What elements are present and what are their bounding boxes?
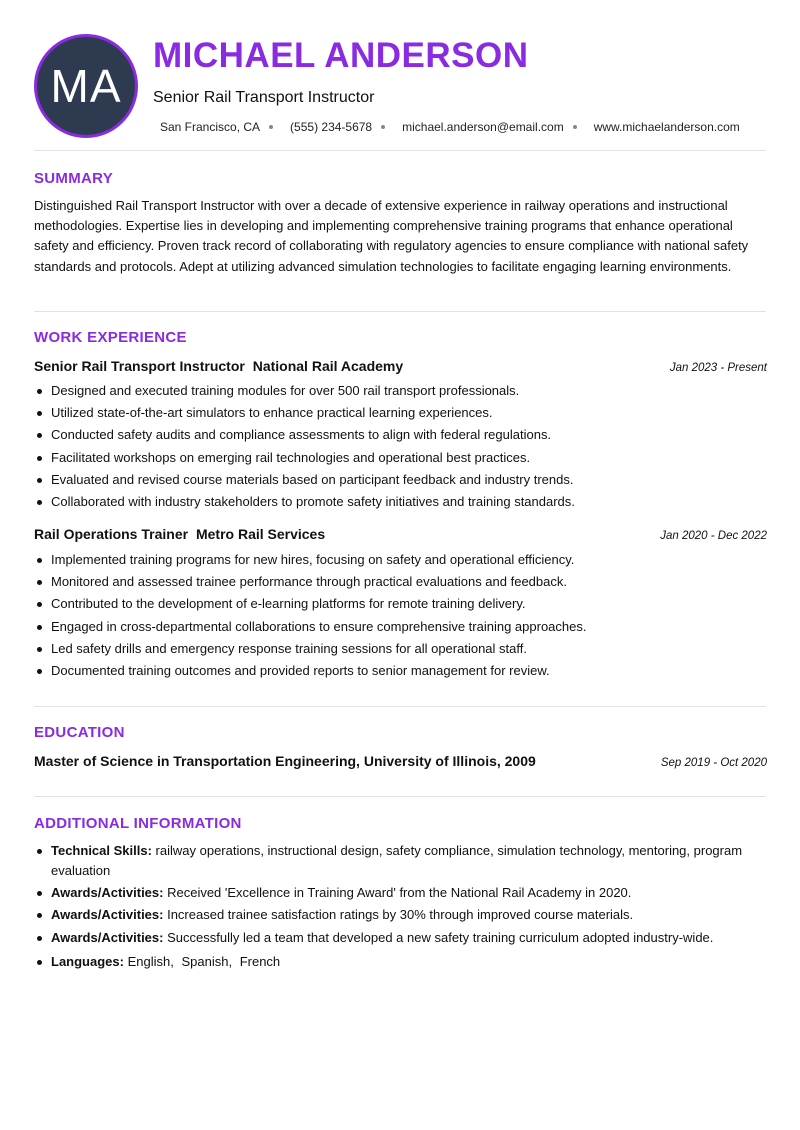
- divider: [34, 796, 766, 797]
- list-item: Evaluated and revised course materials based on participant feedback and industry trends.: [34, 469, 770, 491]
- job-headline: Senior Rail Transport Instructor: [153, 89, 375, 106]
- list-item: Engaged in cross-departmental collaborations to ensure comprehensive training approaches.: [34, 616, 770, 638]
- avatar-initials: MA: [50, 60, 122, 112]
- divider: [34, 311, 766, 312]
- list-item: Monitored and assessed trainee performance through practical evaluations and feedback.: [34, 571, 770, 593]
- separator-dot: [381, 125, 385, 129]
- education-entry: [34, 753, 767, 769]
- item-label: Technical Skills:: [51, 843, 152, 858]
- list-item: Facilitated workshops on emerging rail technologies and operational best practices.: [34, 447, 770, 469]
- list-item: Collaborated with industry stakeholders to promote safety initiatives and training standards.: [34, 491, 770, 513]
- list-item: [34, 905, 770, 925]
- job-bullet-list: [34, 380, 770, 513]
- list-item: Led safety drills and emergency response training sessions for all operational staff.: [34, 638, 770, 660]
- list-item: Conducted safety audits and compliance assessments to align with federal regulations.: [34, 424, 770, 446]
- separator-dot: [573, 125, 577, 129]
- education-dates: Sep 2019 - Oct 2020: [660, 757, 767, 769]
- divider: [34, 706, 766, 707]
- job-dates: Jan 2023 - Present: [669, 362, 767, 374]
- list-item: Designed and executed training modules for over 500 rail transport professionals.: [34, 380, 770, 402]
- summary-text: Distinguished Rail Transport Instructor with over a decade of extensive experience in railway operations and instructional methodologies. Expertise lies in developing and implementing comprehensive training programs that enhance operational safety and efficiency. Proven track record of collaborating with regulatory agencies to ensure compliance with national safety standards and protocols. Adept at utilizing advanced simulation technologies to facilitate engaging learning environments.: [34, 198, 749, 274]
- job-title-line: [34, 526, 325, 542]
- job-header: [34, 358, 767, 374]
- item-text: Received 'Excellence in Training Award' from the National Rail Academy in 2020.: [167, 885, 632, 901]
- item-text: Increased trainee satisfaction ratings by 30% through improved course materials.: [167, 907, 634, 923]
- job-bullet-list: [34, 549, 770, 682]
- job-title: Rail Operations Trainer: [34, 526, 189, 542]
- list-item: Contributed to the development of e-learning platforms for remote training delivery.: [34, 593, 770, 615]
- list-item: Implemented training programs for new hires, focusing on safety and operational efficiency.: [34, 549, 770, 571]
- language: English,: [127, 953, 174, 969]
- candidate-name: MICHAEL ANDERSON: [153, 36, 529, 75]
- job-title: Senior Rail Transport Instructor: [34, 358, 245, 374]
- language: French: [239, 953, 281, 969]
- item-label: Awards/Activities:: [51, 907, 164, 923]
- separator-dot: [269, 125, 273, 129]
- job-header: [34, 526, 767, 542]
- list-item: [34, 841, 770, 881]
- contact-email[interactable]: michael.anderson@email.com: [402, 120, 564, 134]
- summary-heading: SUMMARY: [34, 170, 114, 187]
- avatar: [34, 34, 138, 138]
- languages-item: [34, 952, 770, 972]
- education-degree: Master of Science in Transportation Engineering, University of Illinois, 2009: [34, 753, 536, 769]
- contact-phone: (555) 234-5678: [290, 120, 373, 134]
- item-label: Awards/Activities:: [51, 929, 164, 945]
- job-organization: Metro Rail Services: [195, 526, 326, 542]
- item-label: Awards/Activities:: [51, 885, 164, 901]
- additional-list: [34, 841, 770, 974]
- contact-bar: [160, 120, 770, 134]
- list-item: [34, 928, 770, 948]
- item-text: Successfully led a team that developed a new safety training curriculum adopted industry-wide.: [167, 929, 714, 945]
- job-organization: National Rail Academy: [252, 358, 404, 374]
- list-item: Utilized state-of-the-art simulators to enhance practical learning experiences.: [34, 402, 770, 424]
- contact-location: San Francisco, CA: [160, 120, 261, 134]
- job-title-line: [34, 358, 403, 374]
- list-item: [34, 883, 770, 903]
- job-dates: Jan 2020 - Dec 2022: [660, 530, 767, 542]
- list-item: Documented training outcomes and provided reports to senior management for review.: [34, 660, 770, 682]
- experience-heading: WORK EXPERIENCE: [34, 329, 187, 346]
- divider: [34, 150, 766, 151]
- education-heading: EDUCATION: [34, 724, 125, 741]
- additional-heading: ADDITIONAL INFORMATION: [34, 815, 242, 832]
- languages-label: Languages:: [51, 953, 124, 969]
- item-text: railway operations, instructional design, safety compliance, simulation technology, mentoring, program evaluation: [51, 843, 743, 878]
- language: Spanish,: [181, 953, 233, 969]
- contact-website[interactable]: www.michaelanderson.com: [593, 120, 740, 134]
